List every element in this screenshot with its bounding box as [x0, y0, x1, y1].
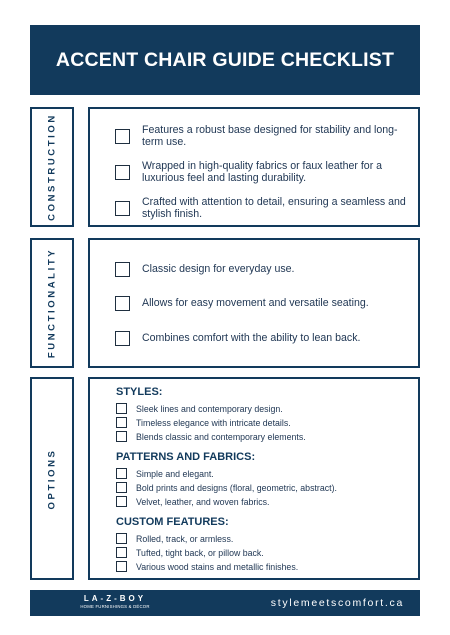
checkbox[interactable] [116, 431, 127, 442]
item-text: Tufted, tight back, or pillow back. [136, 547, 264, 558]
construction-checklist [88, 107, 420, 227]
checkbox[interactable] [116, 417, 127, 428]
functionality-checklist [88, 238, 420, 368]
checklist-item[interactable] [115, 262, 408, 277]
logo-tagline: HOME FURNISHINGS & DÉCOR [80, 604, 150, 609]
checkbox[interactable] [115, 331, 130, 346]
checklist-item[interactable] [115, 197, 408, 220]
option-item[interactable] [116, 403, 283, 414]
website-link[interactable]: stylemeetscomfort.ca [270, 597, 404, 609]
checkbox[interactable] [115, 201, 130, 216]
options-label-panel [30, 377, 74, 580]
item-text: Blends classic and contemporary elements. [136, 431, 306, 442]
checkbox[interactable] [116, 468, 127, 479]
checklist-item[interactable] [115, 125, 408, 148]
option-item[interactable] [116, 431, 306, 442]
item-text: Simple and elegant. [136, 468, 214, 479]
checkbox[interactable] [116, 533, 127, 544]
brand-logo[interactable] [75, 594, 155, 609]
item-text: Rolled, track, or armless. [136, 533, 234, 544]
checkbox[interactable] [115, 165, 130, 180]
checkbox[interactable] [115, 129, 130, 144]
page-title: ACCENT CHAIR GUIDE CHECKLIST [30, 25, 420, 95]
item-text: Combines comfort with the ability to lean back. [142, 331, 361, 344]
item-text: Crafted with attention to detail, ensuring a seamless and stylish finish. [142, 196, 406, 220]
item-text: Classic design for everyday use. [142, 262, 295, 275]
checkbox[interactable] [116, 403, 127, 414]
functionality-label: FUNCTIONALITY [46, 247, 58, 359]
item-text: Sleek lines and contemporary design. [136, 403, 283, 414]
custom-features-heading: CUSTOM FEATURES: [116, 516, 229, 528]
item-text: Allows for easy movement and versatile seating. [142, 296, 369, 309]
construction-label-panel [30, 107, 74, 227]
checklist-item[interactable] [115, 161, 408, 184]
options-label: OPTIONS [46, 448, 58, 509]
option-item[interactable] [116, 468, 214, 479]
checkbox[interactable] [115, 296, 130, 311]
checklist-item[interactable] [115, 296, 408, 311]
item-text: Velvet, leather, and woven fabrics. [136, 496, 270, 507]
option-item[interactable] [116, 496, 270, 507]
option-item[interactable] [116, 533, 233, 544]
checklist-item[interactable] [115, 331, 408, 346]
option-item[interactable] [116, 547, 264, 558]
option-item[interactable] [116, 482, 337, 493]
footer-bar [30, 590, 420, 616]
item-text: Wrapped in high-quality fabrics or faux leather for a luxurious feel and lasting durability. [142, 160, 383, 184]
functionality-label-panel [30, 238, 74, 368]
option-item[interactable] [116, 561, 298, 572]
logo-wordmark: LA-Z-BOY [83, 594, 147, 603]
checkbox[interactable] [116, 561, 127, 572]
styles-heading: STYLES: [116, 386, 163, 398]
checkbox[interactable] [115, 262, 130, 277]
option-item[interactable] [116, 417, 291, 428]
item-text: Bold prints and designs (floral, geometric, abstract). [136, 482, 337, 493]
checkbox[interactable] [116, 547, 127, 558]
item-text: Features a robust base designed for stability and long-term use. [142, 124, 398, 148]
checkbox[interactable] [116, 482, 127, 493]
construction-label: CONSTRUCTION [46, 113, 58, 221]
checkbox[interactable] [116, 496, 127, 507]
patterns-fabrics-heading: PATTERNS AND FABRICS: [116, 451, 256, 463]
item-text: Various wood stains and metallic finishes. [136, 561, 299, 572]
item-text: Timeless elegance with intricate details. [136, 417, 291, 428]
options-checklist [88, 377, 420, 580]
